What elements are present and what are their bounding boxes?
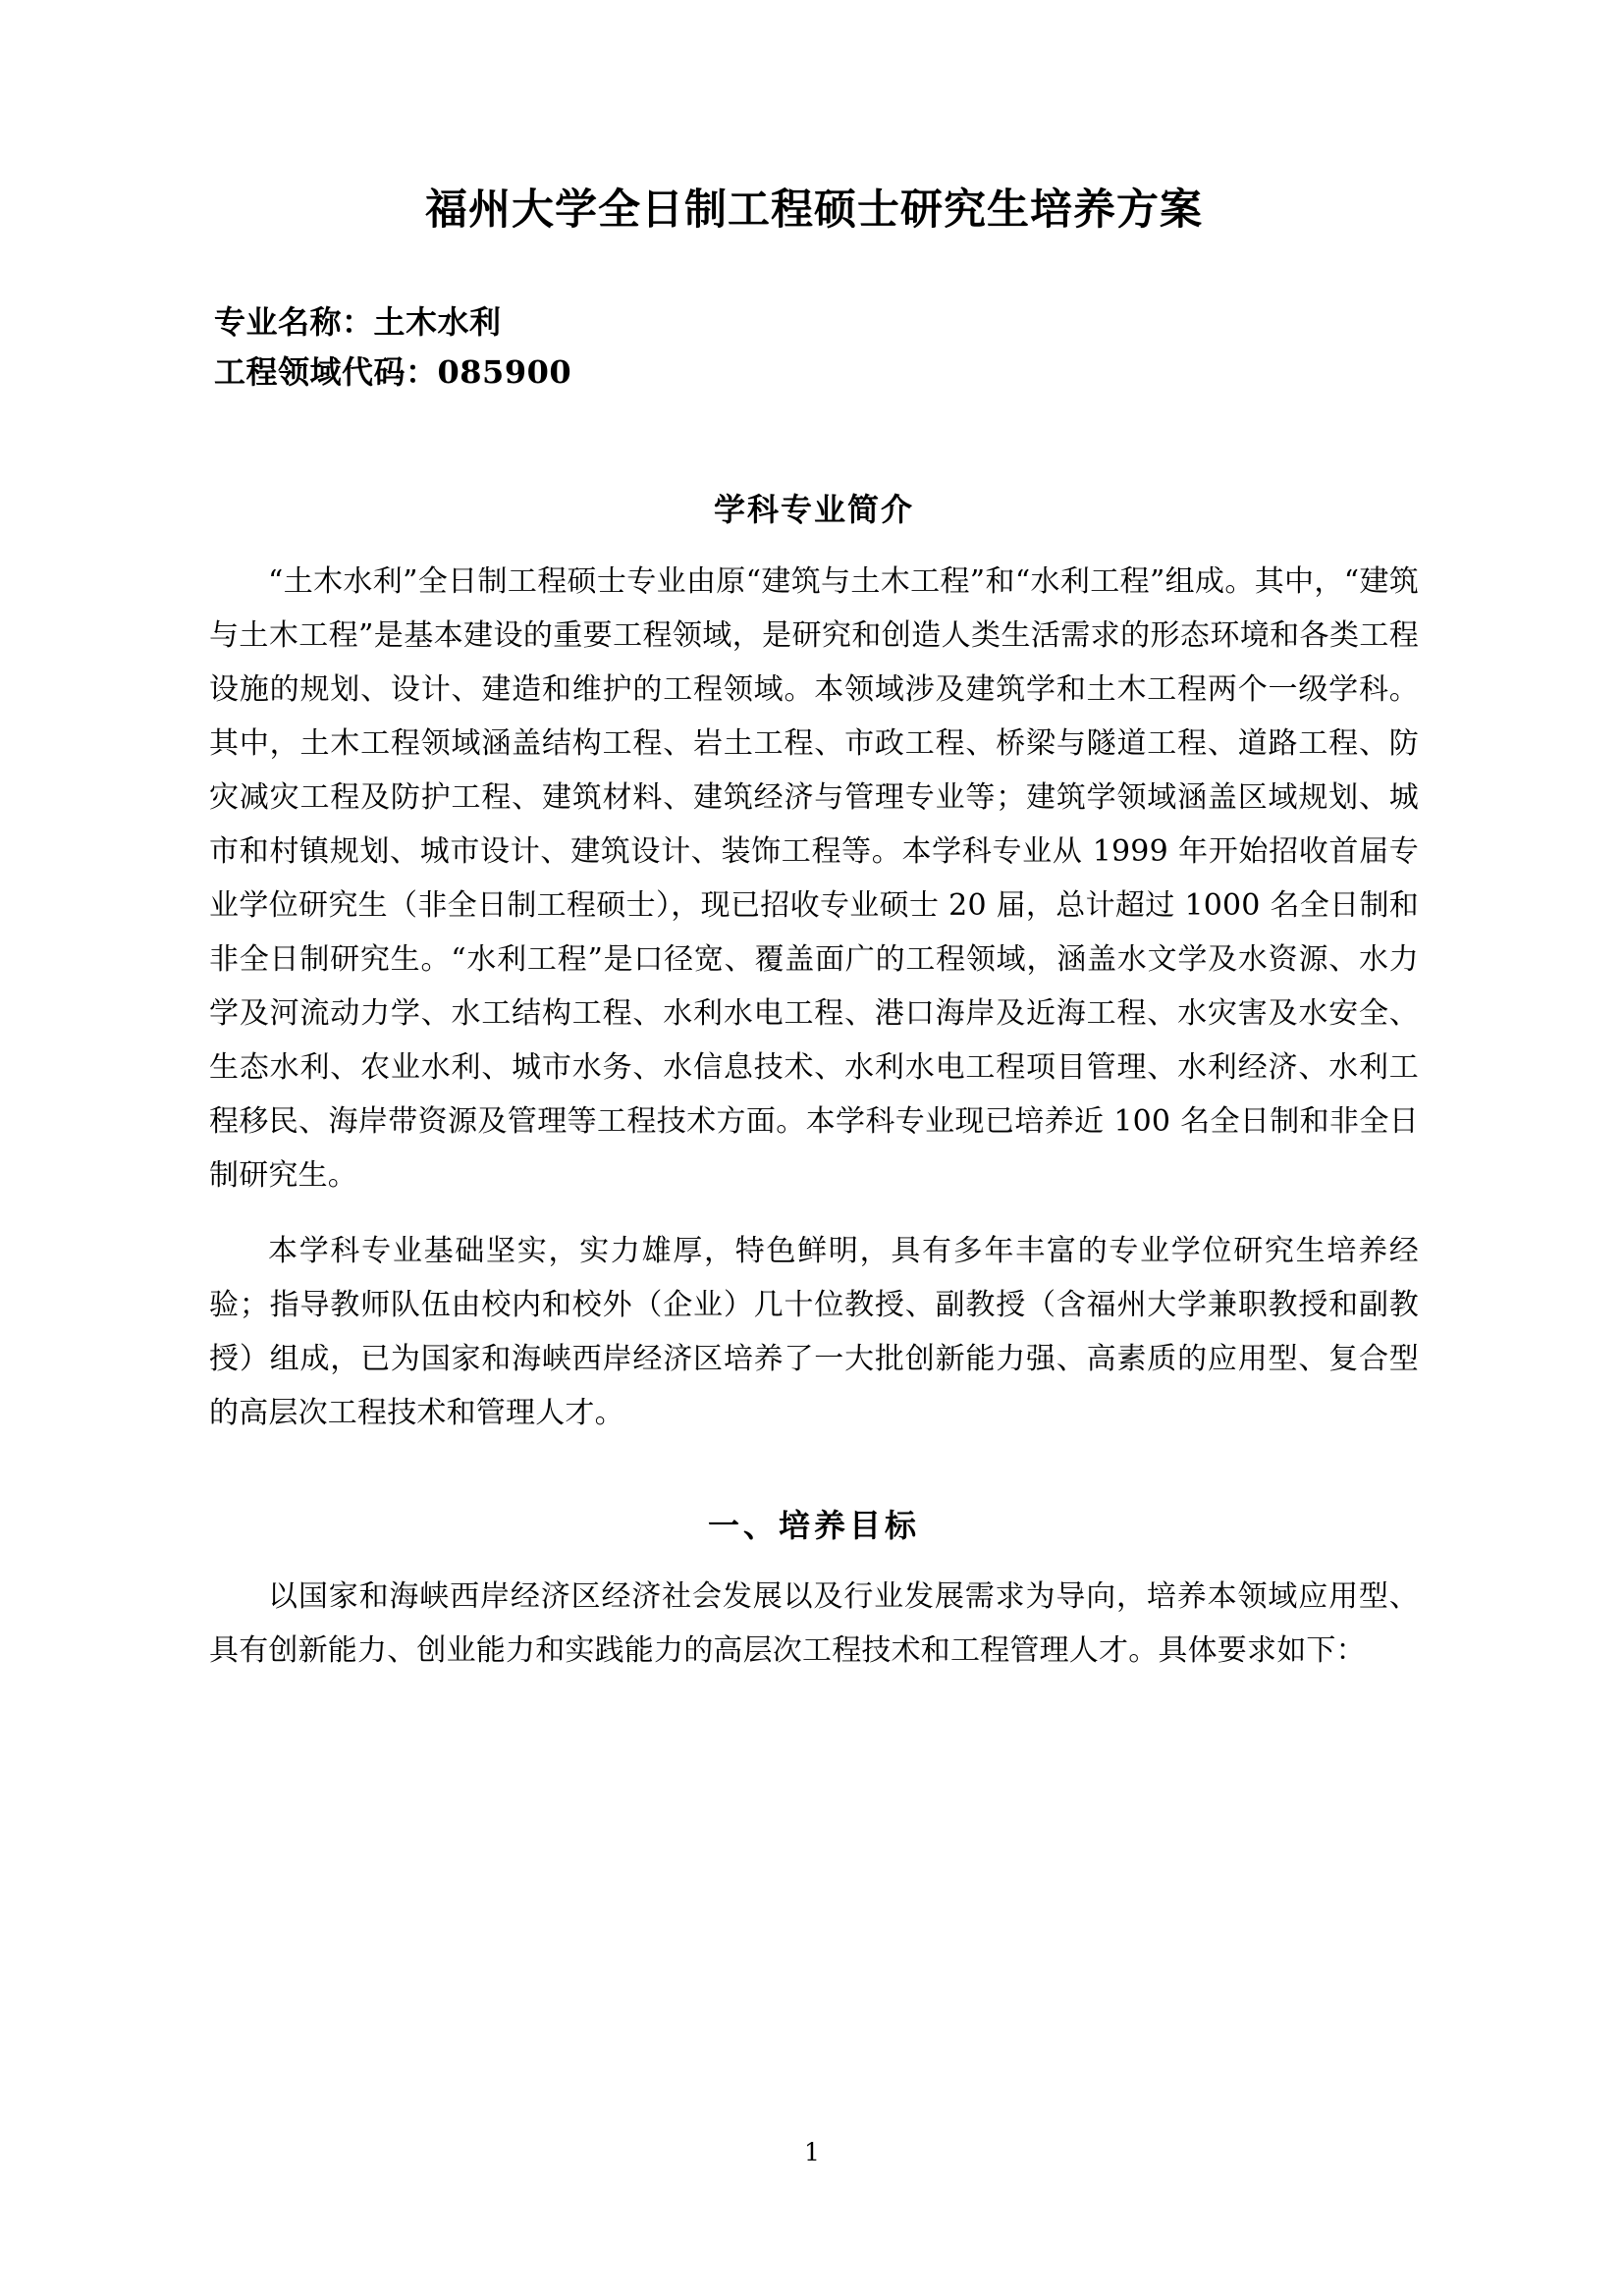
major-name-label: 专业名称：: [214, 302, 374, 341]
major-name-line: [214, 297, 1419, 348]
training-objectives-paragraph: 以国家和海峡西岸经济区经济社会发展以及行业发展需求为导向，培养本领域应用型、具有创新能力、创业能力和实践能力的高层次工程技术和工程管理人才。具体要求如下：: [209, 1579, 1419, 1669]
field-code-line: [214, 347, 1419, 399]
section-heading-intro: 学科专业简介: [713, 491, 914, 529]
field-code-label: 工程领域代码：: [214, 353, 438, 392]
program-meta: [214, 297, 1419, 400]
major-name-value: 土木水利: [373, 302, 502, 341]
page-number: 1: [804, 2138, 820, 2166]
field-code-value: 085900: [437, 353, 572, 392]
section-heading-training-objectives: 一、培养目标: [707, 1507, 920, 1545]
page-content: [209, 0, 1419, 1678]
page-title: 福州大学全日制工程硕士研究生培养方案: [425, 186, 1203, 235]
intro-paragraph-2: 本学科专业基础坚实，实力雄厚，特色鲜明，具有多年丰富的专业学位研究生培养经验；指导教师队伍由校内和校外（企业）几十位教授、副教授（含福州大学兼职教授和副教授）组成，已为国家和海峡西岸经济区培养了一大批创新能力强、高素质的应用型、复合型的高层次工程技术和管理人才。: [209, 1234, 1419, 1431]
intro-paragraph-1: “土木水利”全日制工程硕士专业由原“建筑与土木工程”和“水利工程”组成。其中，“建筑与土木工程”是基本建设的重要工程领域，是研究和创造人类生活需求的形态环境和各类工程设施的规划、设计、建造和维护的工程领域。本领域涉及建筑学和土木工程两个一级学科。其中，土木工程领域涵盖结构工程、岩土工程、市政工程、桥梁与隧道工程、道路工程、防灾减灾工程及防护工程、建筑材料、建筑经济与管理专业等；建筑学领域涵盖区域规划、城市和村镇规划、城市设计、建筑设计、装饰工程等。本学科专业从 1999 年开始招收首届专业学位研究生（非全日制工程硕士），现已招收专业硕士 20 届，总计超过 1000 名全日制和非全日制研究生。“水利工程”是口径宽、覆盖面广的工程领域，涵盖水文学及水资源、水力学及河流动力学、水工结构工程、水利水电工程、港口海岸及近海工程、水灾害及水安全、生态水利、农业水利、城市水务、水信息技术、水利水电工程项目管理、水利经济、水利工程移民、海岸带资源及管理等工程技术方面。本学科专业现已培养近 100 名全日制和非全日制研究生。: [209, 564, 1419, 1194]
